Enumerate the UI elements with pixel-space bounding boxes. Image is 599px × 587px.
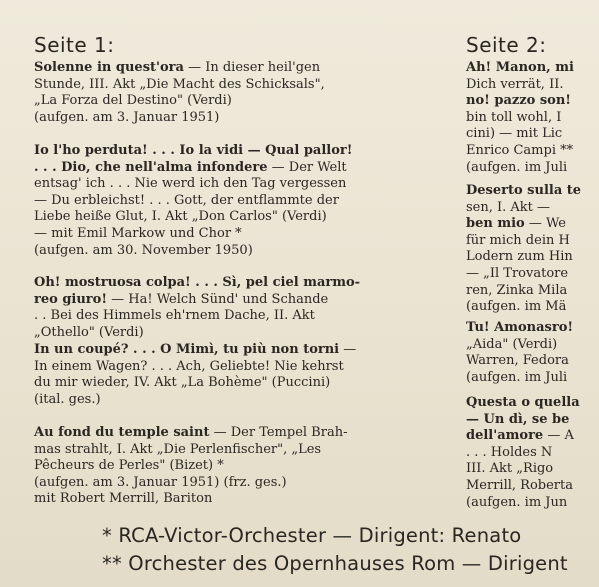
track-text-line	[466, 353, 573, 370]
track-text-line	[466, 160, 574, 177]
track-text-line	[466, 233, 581, 250]
description-text: mas strahlt, I. Akt „Die Perlenfischer", „Les	[34, 441, 322, 457]
description-text: (aufgen. am 30. November 1950)	[34, 242, 253, 258]
description-text: — In dieser heil'gen	[183, 60, 321, 75]
track-text-line	[466, 183, 581, 200]
track-text-line	[466, 93, 574, 110]
aria-title-text: reo giuro!	[34, 291, 108, 307]
track-text-line	[466, 126, 574, 143]
description-text: Enrico Campi **	[466, 142, 574, 158]
track-text-line	[34, 226, 352, 243]
description-text: — Ha! Welch Sünd' und Schande	[107, 291, 329, 307]
description-text: du mir wieder, IV. Akt „La Bohème" (Puccini)	[34, 375, 331, 391]
description-text: (aufgen. am 3. Januar 1951)	[34, 109, 220, 125]
track-text-line	[466, 77, 574, 94]
aria-title-text: Deserto sulla te	[466, 183, 582, 198]
track-text-line	[34, 359, 356, 376]
description-text: Pêcheurs de Perles" (Bizet) *	[34, 458, 224, 474]
track-text-line	[466, 266, 581, 283]
description-text: Dich verrät, II.	[466, 76, 564, 92]
track-text-line	[466, 143, 574, 160]
track-text-line	[34, 292, 360, 309]
description-text: . . . Holdes N	[466, 444, 553, 460]
description-text: ren, Zinka Mila	[466, 282, 568, 298]
track-text-line	[34, 491, 347, 508]
description-text: Stunde, III. Akt „Die Macht des Schicksals",	[34, 76, 325, 92]
side-1-track-5	[34, 425, 347, 508]
description-text: (aufgen. am 3. Januar 1951) (frz. ges.)	[34, 474, 287, 490]
track-text-line	[34, 308, 360, 325]
track-text-line	[466, 299, 581, 316]
track-text-line	[34, 176, 352, 193]
description-text: „Aida" (Verdi)	[466, 336, 558, 352]
track-text-line	[34, 143, 352, 160]
aria-title-text: dell'amore	[466, 428, 544, 444]
description-text: — A	[543, 428, 574, 444]
track-text-line	[466, 395, 580, 412]
side-1-track-1	[34, 60, 325, 126]
aria-title-text: Ah! Manon, mi	[466, 60, 574, 75]
description-text: „Othello" (Verdi)	[34, 324, 144, 340]
track-text-line	[466, 320, 573, 337]
track-text-line	[34, 375, 356, 392]
description-text: für mich dein H	[466, 232, 570, 248]
track-text-line	[466, 412, 580, 429]
description-text: — We	[524, 216, 566, 232]
description-text: Liebe heiße Glut, I. Akt „Don Carlos" (Verdi)	[34, 209, 327, 225]
description-text: (aufgen. im Juli	[466, 159, 568, 175]
side-1-heading: Seite 1:	[34, 33, 115, 57]
aria-title-text: ben mio	[466, 216, 525, 232]
footer-orchestra-note-1: * RCA-Victor-Orchester — Dirigent: Renato	[102, 524, 522, 547]
description-text: (aufgen. im Juli	[466, 369, 568, 385]
description-text: — „Il Trovatore	[466, 265, 569, 281]
aria-title-text: Oh! mostruosa colpa! . . . Sì, pel ciel marmo-	[34, 275, 361, 290]
track-text-line	[466, 283, 581, 300]
description-text: Lodern zum Hin	[466, 249, 573, 265]
track-text-line	[34, 475, 347, 492]
description-text: cini) — mit Lic	[466, 126, 563, 142]
aria-title-text: no! pazzo son!	[466, 93, 571, 109]
track-text-line	[34, 342, 356, 359]
footer-orchestra-note-2: ** Orchester des Opernhauses Rom — Dirigent	[102, 552, 568, 575]
track-text-line	[34, 425, 347, 442]
track-text-line	[466, 461, 580, 478]
track-text-line	[466, 337, 573, 354]
track-text-line	[466, 478, 580, 495]
description-text: „La Forza del Destino" (Verdi)	[34, 93, 232, 109]
track-text-line	[466, 370, 573, 387]
aria-title-text: Questa o quella	[466, 395, 580, 410]
description-text: (aufgen. im Mä	[466, 299, 567, 315]
description-text: — Du erbleichst! . . . Gott, der entflammte der	[34, 192, 339, 208]
aria-title-text: In un coupé? . . . O Mimì, tu più non torni	[34, 342, 340, 357]
side-2-track-3	[466, 320, 573, 386]
side-2-heading: Seite 2:	[466, 33, 547, 57]
side-1-track-4	[34, 342, 356, 408]
track-text-line	[34, 325, 360, 342]
track-text-line	[34, 243, 352, 260]
track-text-line	[466, 60, 574, 77]
track-text-line	[34, 77, 325, 94]
track-text-line	[34, 110, 325, 127]
side-2-track-2	[466, 183, 581, 316]
track-text-line	[34, 160, 352, 177]
description-text: entsag' ich . . . Nie werd ich den Tag vergessen	[34, 176, 347, 192]
side-1-track-2	[34, 143, 352, 259]
track-text-line	[466, 445, 580, 462]
description-text: sen, I. Akt —	[466, 199, 551, 215]
track-text-line	[466, 495, 580, 512]
description-text: III. Akt „Rigo	[466, 461, 554, 477]
description-text: — mit Emil Markow und Chor *	[34, 225, 242, 241]
description-text: . . Bei des Himmels eh'rnem Dache, II. Akt	[34, 308, 315, 324]
side-1-track-3	[34, 275, 360, 341]
aria-title-text: — Un dì, se be	[466, 411, 570, 427]
track-text-line	[466, 428, 580, 445]
track-text-line	[34, 60, 325, 77]
description-text: (aufgen. im Jun	[466, 494, 568, 510]
track-text-line	[34, 275, 360, 292]
aria-title-text: Au fond du temple saint	[34, 425, 210, 440]
description-text: — Der Welt	[267, 159, 347, 175]
track-text-line	[34, 392, 356, 409]
aria-title-text: Solenne in quest'ora	[34, 60, 184, 75]
description-text: —	[339, 342, 357, 357]
description-text: Merrill, Roberta	[466, 477, 573, 493]
aria-title-text: Tu! Amonasro!	[466, 320, 574, 335]
track-text-line	[466, 200, 581, 217]
track-text-line	[466, 216, 581, 233]
aria-title-text: . . . Dio, che nell'alma infondere	[34, 159, 268, 175]
track-text-line	[466, 110, 574, 127]
track-text-line	[34, 193, 352, 210]
track-text-line	[34, 209, 352, 226]
track-text-line	[34, 442, 347, 459]
track-text-line	[34, 93, 325, 110]
track-text-line	[34, 458, 347, 475]
description-text: mit Robert Merrill, Bariton	[34, 491, 213, 507]
side-2-track-4	[466, 395, 580, 511]
description-text: In einem Wagen? . . . Ach, Geliebte! Nie kehrst	[34, 358, 344, 374]
description-text: (ital. ges.)	[34, 391, 101, 407]
side-2-track-1	[466, 60, 574, 176]
track-text-line	[466, 249, 581, 266]
description-text: bin toll wohl, I	[466, 109, 562, 125]
description-text: — Der Tempel Brah-	[209, 425, 348, 440]
aria-title-text: Io l'ho perduta! . . . Io la vidi — Qual pallor!	[34, 143, 353, 158]
description-text: Warren, Fedora	[466, 353, 569, 369]
